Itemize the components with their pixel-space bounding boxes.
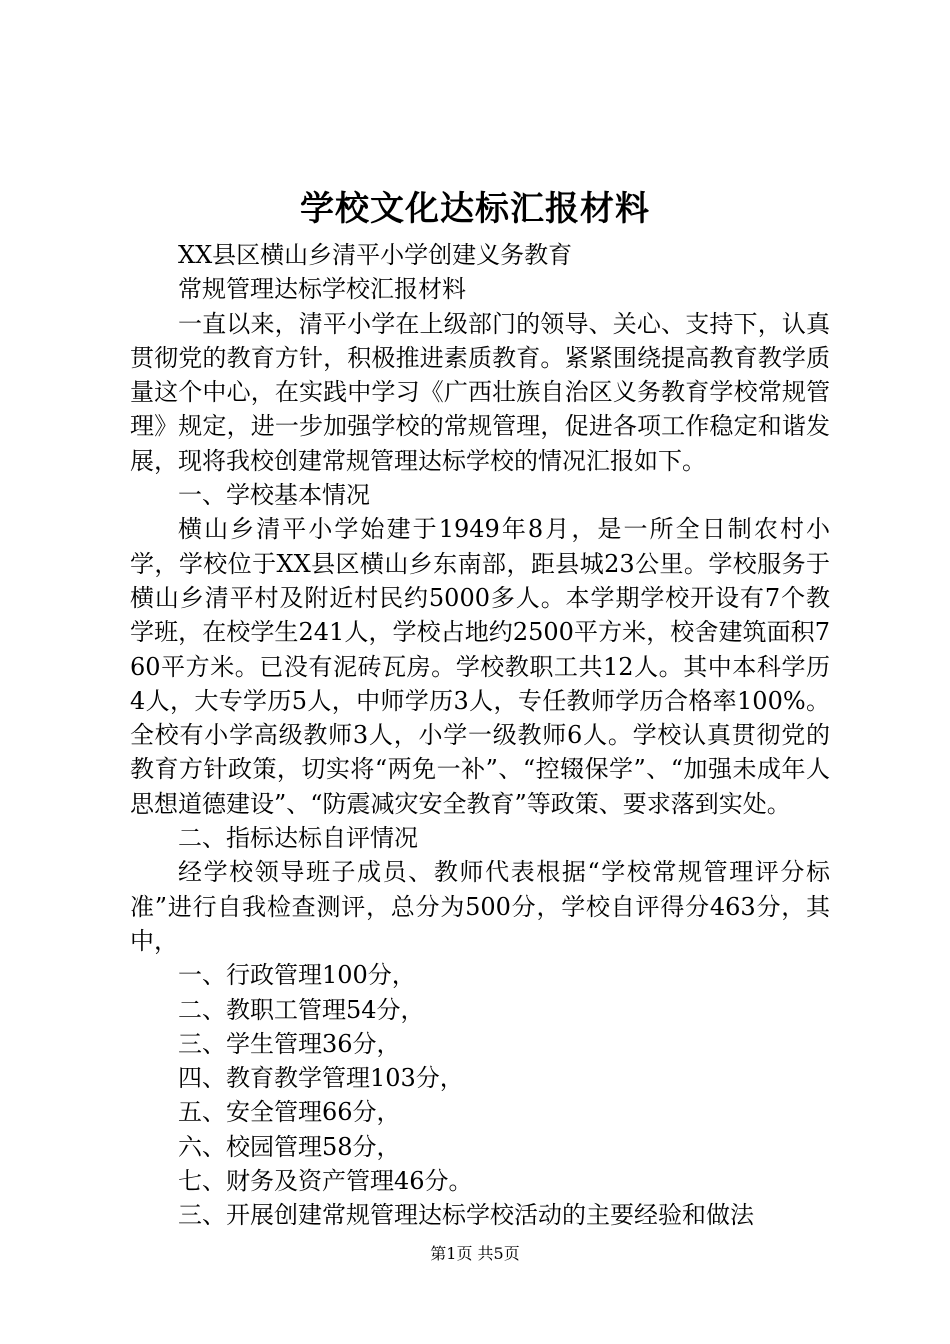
score-item-students: 三、学生管理36分， (178, 1029, 401, 1058)
section-heading-2: 二、指标达标自评情况 (178, 824, 418, 853)
self-evaluation-paragraph: 经学校领导班子成员、教师代表根据“学校常规管理评分标准”进行自我检查测评，总分为500分，学校自评得分463分，其中， (130, 858, 830, 955)
intro-paragraph: 一直以来，清平小学在上级部门的领导、关心、支持下，认真贯彻党的教育方针，积极推进素质教育。紧紧围绕提高教育教学质量这个中心，在实践中学习《广西壮族自治区义务教育学校常规管理》规定，进一步加强学校的常规管理，促进各项工作稳定和谐发展，现将我校创建常规管理达标学校的情况汇报如下。 (130, 309, 830, 475)
score-item-teaching: 四、教育教学管理103分， (178, 1064, 464, 1093)
score-item-admin: 一、行政管理100分， (178, 961, 416, 990)
page-footer: 第1页 共5页 (430, 1244, 520, 1263)
score-item-staff: 二、教职工管理54分， (178, 995, 425, 1024)
score-item-campus: 六、校园管理58分， (178, 1132, 401, 1161)
score-item-safety: 五、安全管理66分， (178, 1098, 401, 1127)
basic-info-paragraph: 横山乡清平小学始建于1949年8月，是一所全日制农村小学，学校位于XX县区横山乡东南部，距县城23公里。学校服务于横山乡清平村及附近村民约5000多人。本学期学校开设有7个教学班，在校学生241人，学校占地约2500平方米，校舍建筑面积760平方米。已没有泥砖瓦房。学校教职工共12人。其中本科学历4人，大专学历5人，中师学历3人，专任教师学历合格率100%。全校有小学高级教师3人，小学一级教师6人。学校认真贯彻党的教育方针政策，切实将“两免一补”、“控辍保学”、“加强未成年人思想道德建设”、“防震减灾安全教育”等政策、要求落到实处。 (130, 515, 830, 818)
subtitle-line-1: XX县区横山乡清平小学创建义务教育 (178, 241, 573, 269)
document-body (130, 238, 830, 1233)
score-item-finance: 七、财务及资产管理46分。 (178, 1167, 473, 1196)
subtitle-line-2: 常规管理达标学校汇报材料 (178, 275, 466, 304)
section-heading-1: 一、学校基本情况 (178, 481, 370, 510)
section-heading-3: 三、开展创建常规管理达标学校活动的主要经验和做法 (178, 1201, 754, 1230)
document-title: 学校文化达标汇报材料 (300, 189, 650, 229)
